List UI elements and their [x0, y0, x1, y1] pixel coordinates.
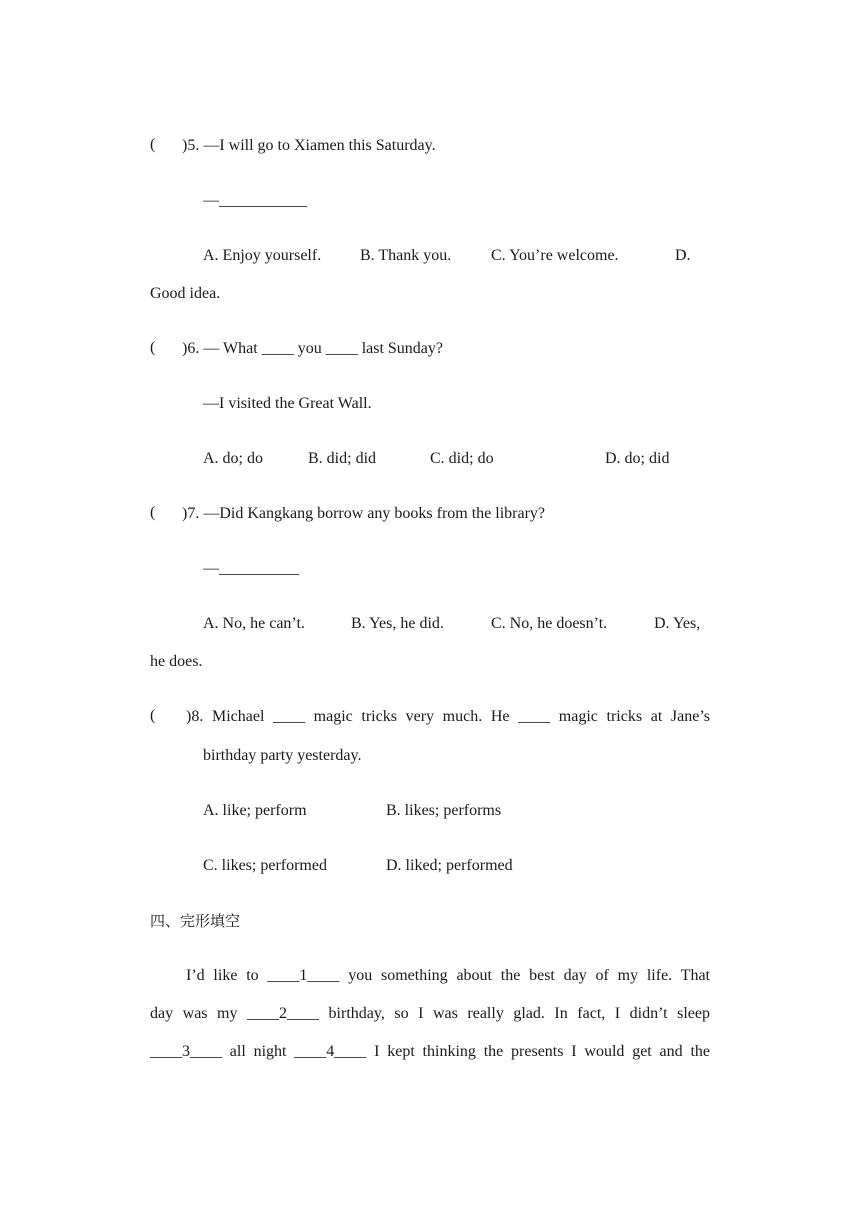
option-d: D. liked; performed — [386, 857, 513, 874]
option-c: C. You’re welcome. — [491, 247, 619, 264]
option-b: B. did; did — [308, 450, 377, 467]
question-stem-continued: birthday party yesterday. — [203, 747, 362, 764]
cloze-paragraph-line-1: I’d like to ____1____ you something about the best day of my life. That — [186, 967, 710, 984]
option-a: A. do; do — [203, 450, 263, 467]
answer-paren: ( — [150, 504, 156, 521]
option-c: C. did; do — [430, 450, 494, 467]
option-d-continued: Good idea. — [150, 285, 221, 302]
option-d: D. do; did — [605, 450, 670, 467]
option-c: C. likes; performed — [203, 857, 327, 874]
option-c: C. No, he doesn’t. — [491, 615, 608, 632]
question-stem: )6. — What ____ you ____ last Sunday? — [182, 340, 444, 357]
option-d-continued: he does. — [150, 653, 203, 670]
answer-paren: ( — [150, 339, 156, 356]
question-stem: )7. —Did Kangkang borrow any books from the library? — [182, 505, 546, 522]
option-a: A. Enjoy yourself. — [203, 247, 322, 264]
option-a: A. like; perform — [203, 802, 307, 819]
answer-blank: —__________ — [203, 560, 299, 577]
answer-blank: —___________ — [203, 192, 307, 209]
section-heading: 四、完形填空 — [150, 912, 241, 930]
answer-paren: ( — [150, 707, 156, 724]
cloze-paragraph-line-3: ____3____ all night ____4____ I kept thinking the presents I would get and the — [150, 1043, 710, 1060]
option-b: B. Thank you. — [360, 247, 452, 264]
option-d: D. Yes, — [654, 615, 701, 632]
question-stem: )5. —I will go to Xiamen this Saturday. — [182, 137, 436, 154]
question-stem: )8. Michael ____ magic tricks very much. He ____ magic tricks at Jane’s — [186, 708, 710, 725]
option-a: A. No, he can’t. — [203, 615, 305, 632]
option-d: D. — [675, 247, 691, 264]
option-b: B. likes; performs — [386, 802, 502, 819]
answer-line: —I visited the Great Wall. — [203, 395, 372, 412]
cloze-paragraph-line-2: day was my ____2____ birthday, so I was really glad. In fact, I didn’t sleep — [150, 1005, 710, 1022]
option-b: B. Yes, he did. — [351, 615, 444, 632]
answer-paren: ( — [150, 136, 156, 153]
